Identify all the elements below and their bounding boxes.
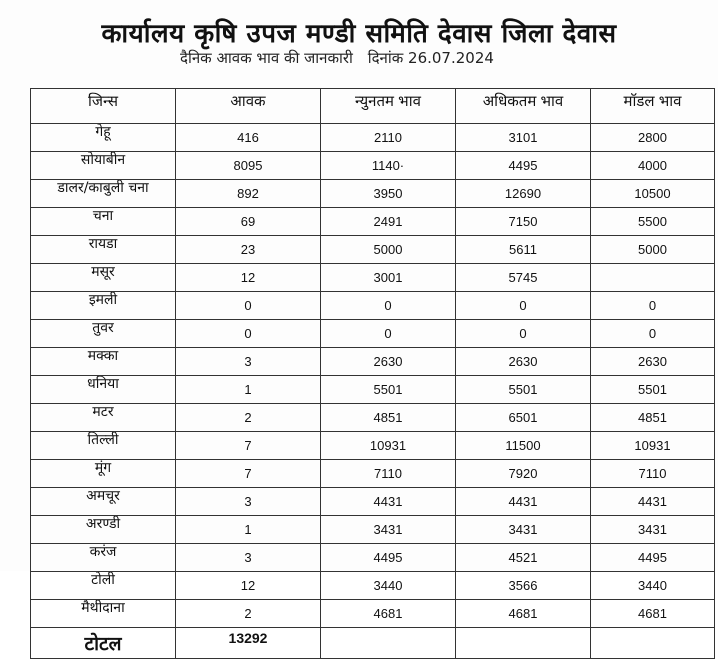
commodity-cell: अरण्डी — [31, 516, 176, 544]
arrival-cell: 2 — [176, 600, 321, 628]
arrival-cell: 8095 — [176, 152, 321, 180]
min-price-cell: 5501 — [321, 376, 456, 404]
max-price-cell: 3431 — [456, 516, 591, 544]
arrival-cell: 1 — [176, 516, 321, 544]
total-arrival: 13292 — [176, 628, 321, 659]
min-price-cell: 2491 — [321, 208, 456, 236]
table-row — [31, 516, 715, 544]
modal-price-cell: 3440 — [591, 572, 715, 600]
table-row — [31, 404, 715, 432]
modal-price-cell: 10931 — [591, 432, 715, 460]
total-empty-cell — [321, 628, 456, 659]
arrival-cell: 0 — [176, 292, 321, 320]
min-price-cell: 3431 — [321, 516, 456, 544]
min-price-cell: 3440 — [321, 572, 456, 600]
arrival-cell: 23 — [176, 236, 321, 264]
price-table — [30, 88, 715, 659]
max-price-cell: 3101 — [456, 124, 591, 152]
max-price-cell: 4521 — [456, 544, 591, 572]
total-row — [31, 628, 715, 659]
max-price-cell: 0 — [456, 292, 591, 320]
modal-price-cell: 2630 — [591, 348, 715, 376]
modal-price-cell: 3431 — [591, 516, 715, 544]
commodity-cell: मक्का — [31, 348, 176, 376]
modal-price-cell: 5000 — [591, 236, 715, 264]
max-price-cell: 5501 — [456, 376, 591, 404]
table-row — [31, 124, 715, 152]
max-price-cell: 2630 — [456, 348, 591, 376]
table-row — [31, 180, 715, 208]
commodity-cell: मटर — [31, 404, 176, 432]
commodity-cell: करंज — [31, 544, 176, 572]
table-row — [31, 264, 715, 292]
header-arrival: आवक — [176, 89, 321, 124]
commodity-cell: टोली — [31, 572, 176, 600]
modal-price-cell: 4000 — [591, 152, 715, 180]
min-price-cell: 10931 — [321, 432, 456, 460]
commodity-cell: धनिया — [31, 376, 176, 404]
table-row — [31, 460, 715, 488]
commodity-cell: सोयाबीन — [31, 152, 176, 180]
max-price-cell: 3566 — [456, 572, 591, 600]
max-price-cell: 7920 — [456, 460, 591, 488]
min-price-cell: 3001 — [321, 264, 456, 292]
modal-price-cell: 4681 — [591, 600, 715, 628]
commodity-cell: तुवर — [31, 320, 176, 348]
table-row — [31, 320, 715, 348]
subtitle-text: दैनिक आवक भाव की जानकारी — [180, 49, 353, 67]
max-price-cell: 5611 — [456, 236, 591, 264]
modal-price-cell: 5501 — [591, 376, 715, 404]
max-price-cell: 0 — [456, 320, 591, 348]
arrival-cell: 3 — [176, 544, 321, 572]
arrival-cell: 1 — [176, 376, 321, 404]
arrival-cell: 3 — [176, 488, 321, 516]
header-commodity: जिन्स — [31, 89, 176, 124]
min-price-cell: 4681 — [321, 600, 456, 628]
total-empty-cell — [456, 628, 591, 659]
commodity-cell: गेहू — [31, 124, 176, 152]
arrival-cell: 892 — [176, 180, 321, 208]
arrival-cell: 0 — [176, 320, 321, 348]
arrival-cell: 2 — [176, 404, 321, 432]
header-max-price: अधिकतम भाव — [456, 89, 591, 124]
total-label: टोटल — [31, 628, 176, 659]
document-subtitle — [180, 48, 494, 68]
modal-price-cell: 0 — [591, 320, 715, 348]
arrival-cell: 3 — [176, 348, 321, 376]
min-price-cell: 2630 — [321, 348, 456, 376]
arrival-cell: 416 — [176, 124, 321, 152]
header-modal-price: मॉडल भाव — [591, 89, 715, 124]
table-row — [31, 152, 715, 180]
min-price-cell: 0 — [321, 292, 456, 320]
max-price-cell: 4495 — [456, 152, 591, 180]
arrival-cell: 12 — [176, 264, 321, 292]
min-price-cell: 4495 — [321, 544, 456, 572]
document-title: कार्यालय कृषि उपज मण्डी समिति देवास जिला देवास — [101, 19, 617, 49]
max-price-cell: 6501 — [456, 404, 591, 432]
table-row — [31, 292, 715, 320]
min-price-cell: 1140· — [321, 152, 456, 180]
arrival-cell: 7 — [176, 432, 321, 460]
min-price-cell: 4851 — [321, 404, 456, 432]
max-price-cell: 4431 — [456, 488, 591, 516]
min-price-cell: 0 — [321, 320, 456, 348]
modal-price-cell: 4431 — [591, 488, 715, 516]
modal-price-cell: 7110 — [591, 460, 715, 488]
commodity-cell: तिल्ली — [31, 432, 176, 460]
table-row — [31, 208, 715, 236]
arrival-cell: 12 — [176, 572, 321, 600]
modal-price-cell — [591, 264, 715, 292]
table-row — [31, 236, 715, 264]
table-row — [31, 544, 715, 572]
modal-price-cell: 10500 — [591, 180, 715, 208]
max-price-cell: 7150 — [456, 208, 591, 236]
commodity-cell: मैथीदाना — [31, 600, 176, 628]
max-price-cell: 11500 — [456, 432, 591, 460]
table-row — [31, 348, 715, 376]
max-price-cell: 12690 — [456, 180, 591, 208]
commodity-cell: चना — [31, 208, 176, 236]
report-date: दिनांक 26.07.2024 — [367, 49, 494, 67]
min-price-cell: 7110 — [321, 460, 456, 488]
commodity-cell: मसूर — [31, 264, 176, 292]
table-row — [31, 432, 715, 460]
commodity-cell: अमचूर — [31, 488, 176, 516]
modal-price-cell: 4851 — [591, 404, 715, 432]
modal-price-cell: 5500 — [591, 208, 715, 236]
min-price-cell: 2110 — [321, 124, 456, 152]
table-header-row — [31, 89, 715, 124]
max-price-cell: 4681 — [456, 600, 591, 628]
table-row — [31, 488, 715, 516]
commodity-cell: डालर/काबुली चना — [31, 180, 176, 208]
min-price-cell: 4431 — [321, 488, 456, 516]
max-price-cell: 5745 — [456, 264, 591, 292]
modal-price-cell: 0 — [591, 292, 715, 320]
table-row — [31, 572, 715, 600]
modal-price-cell: 2800 — [591, 124, 715, 152]
min-price-cell: 3950 — [321, 180, 456, 208]
header-min-price: न्युनतम भाव — [321, 89, 456, 124]
arrival-cell: 69 — [176, 208, 321, 236]
table-row — [31, 600, 715, 628]
arrival-cell: 7 — [176, 460, 321, 488]
commodity-cell: रायडा — [31, 236, 176, 264]
table-row — [31, 376, 715, 404]
min-price-cell: 5000 — [321, 236, 456, 264]
commodity-cell: मूंग — [31, 460, 176, 488]
commodity-cell: इमली — [31, 292, 176, 320]
total-empty-cell — [591, 628, 715, 659]
modal-price-cell: 4495 — [591, 544, 715, 572]
